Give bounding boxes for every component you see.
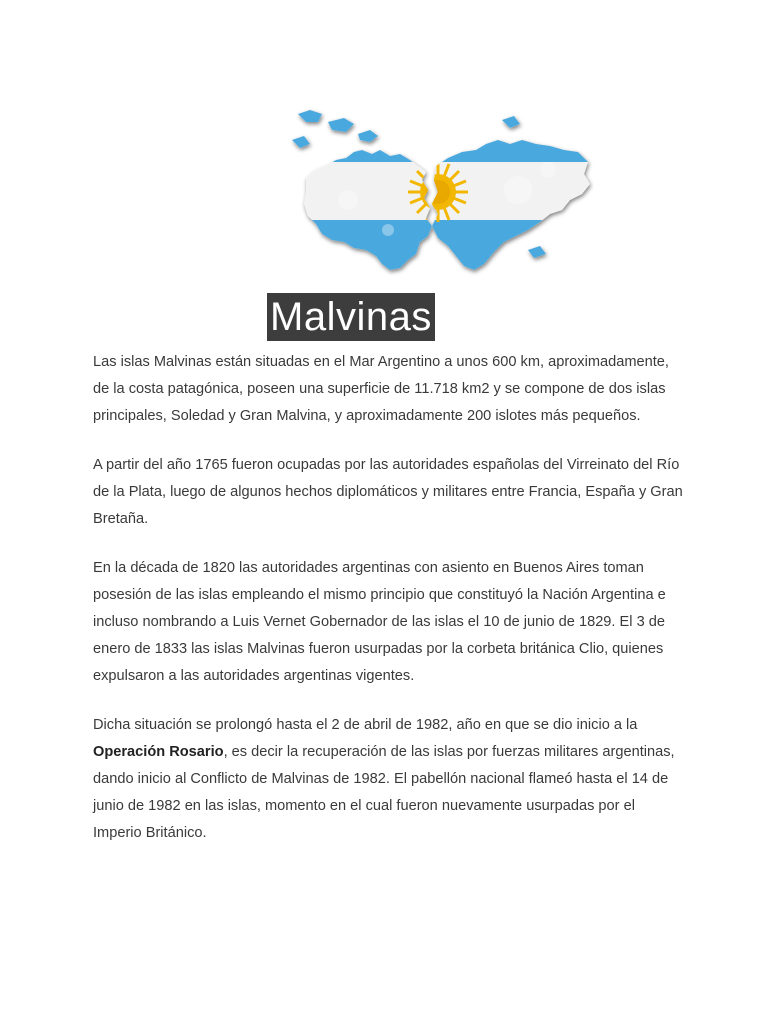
operacion-rosario-bold: Operación Rosario (93, 744, 224, 760)
paragraph-2: A partir del año 1765 fueron ocupadas por las autoridades españolas del Virreinato del Río de la Plata, luego de algunos hechos diplomáticos y militares entre Francia, España y Gran Bretaña. (93, 457, 683, 527)
paragraph-4 (93, 712, 683, 847)
paragraph-1: Las islas Malvinas están situadas en el Mar Argentino a unos 600 km, aproximadamente, de la costa patagónica, poseen una superficie de 11.718 km2 y se compone de dos islas principales, Soledad y Gran Malvina, y aproximadamente 200 islotes más pequeños. (93, 354, 669, 424)
malvinas-flag-map-icon (288, 100, 594, 282)
paragraph-4-end: , es decir la recuperación de las islas por fuerzas militares argentinas, dando inicio al Conflicto de Malvinas de 1982. El pabellón nacional flameó hasta el 14 de junio de 1982 en las islas, momento en el cual fueron nuevamente usurpadas por el Imperio Británico. (93, 744, 675, 841)
paragraph-4-start: Dicha situación se prolongó hasta el 2 de abril de 1982, año en que se dio inicio a la (93, 717, 638, 733)
document-body (93, 349, 683, 869)
paragraph-3: En la década de 1820 las autoridades argentinas con asiento en Buenos Aires toman posesión de las islas empleando el mismo principio que constituyó la Nación Argentina e incluso nombrando a Luis Vernet Gobernador de las islas el 10 de junio de 1829. El 3 de enero de 1833 las islas Malvinas fueron usurpadas por la corbeta británica Clio, quienes expulsaron a las autoridades argentinas vigentes. (93, 560, 666, 684)
document-title: Malvinas (267, 293, 435, 341)
